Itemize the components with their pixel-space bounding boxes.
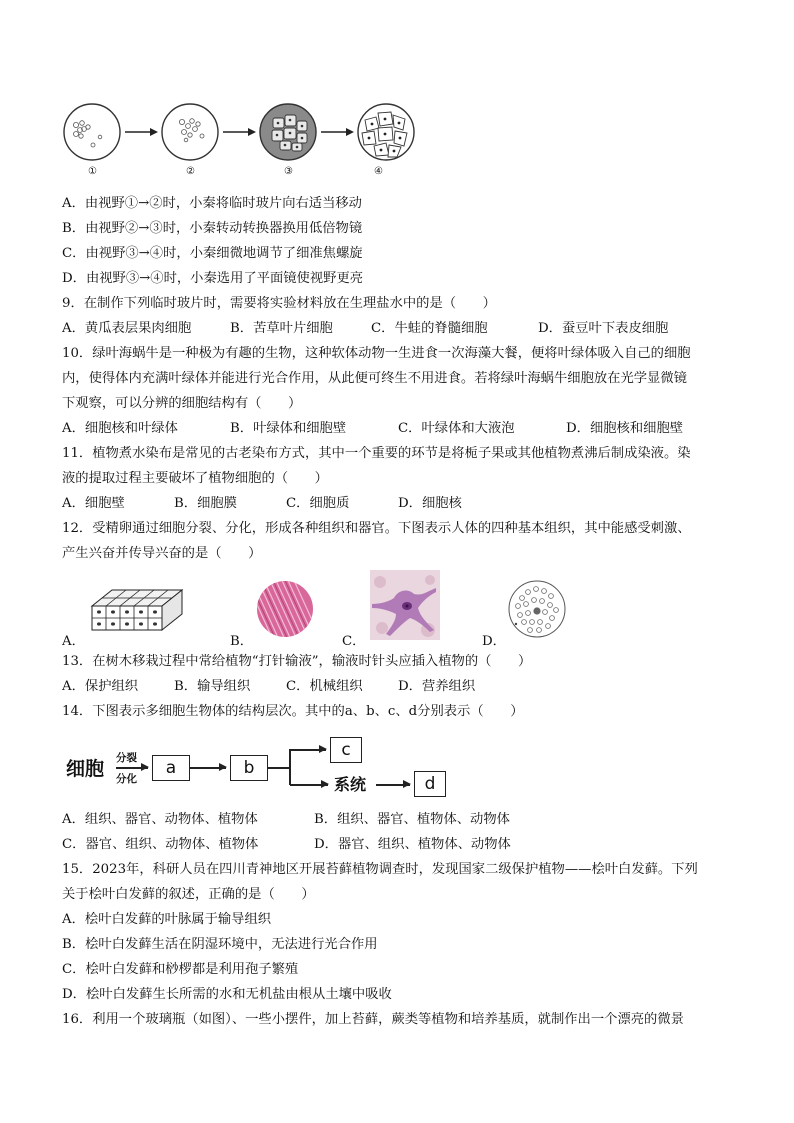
diagram-box-a: a xyxy=(152,755,190,781)
q11-stem-line-2: 液的提取过程主要破坏了植物细胞的（ ） xyxy=(62,471,328,486)
q13-option-a: A．保护组织 xyxy=(62,679,139,694)
q8-option-b: B．由视野②→③时，小秦转动转换器换用低倍物镜 xyxy=(62,221,363,236)
diagram-arrow-a-b xyxy=(190,767,226,769)
field-2 xyxy=(162,104,218,160)
q15-option-d: D．桧叶白发藓生长所需的水和无机盐由根从土壤中吸收 xyxy=(62,987,392,1002)
q9-option-c: C．牛蛙的脊髓细胞 xyxy=(371,321,488,336)
q10-stem-line-3: 下观察，可以分辨的细胞结构有（ ） xyxy=(62,396,302,411)
q12-stem-line-2: 产生兴奋并传导兴奋的是（ ） xyxy=(62,546,262,561)
diagram-system-label: 系统 xyxy=(334,775,367,794)
diagram-arrow-to-c xyxy=(290,749,326,751)
microscope-fields-figure xyxy=(62,100,422,178)
diagram-arrow-system-d xyxy=(376,784,410,786)
q13-option-d: D．营养组织 xyxy=(398,679,476,694)
blood-tissue-image xyxy=(508,580,566,638)
field-3 xyxy=(260,104,316,160)
q9-option-a: A．黄瓜表层果肉细胞 xyxy=(62,321,192,336)
diagram-differentiate-label: 分化 xyxy=(116,773,137,785)
q8-option-a: A．由视野①→②时，小秦将临时玻片向右适当移动 xyxy=(62,196,362,211)
q16-stem: 16．利用一个玻璃瓶（如图）、一些小摆件，加上苔藓，蕨类等植物和培养基质，就制作出一个漂亮的微景 xyxy=(62,1012,684,1027)
q11-option-b: B．细胞膜 xyxy=(174,496,237,511)
q11-option-a: A．细胞壁 xyxy=(62,496,125,511)
epithelial-tissue-image xyxy=(90,584,185,636)
q13-stem: 13．在树木移栽过程中常给植物“打针输液”，输液时针头应插入植物的（ ） xyxy=(62,654,532,669)
q10-stem-line-2: 内，使得体内充满叶绿体并能进行光合作用，从此便可终生不用进食。若将绿叶海蜗牛细胞放在光学显微镜 xyxy=(62,371,687,386)
diagram-arrow-to-system xyxy=(290,784,328,786)
q15-option-a: A．桧叶白发藓的叶脉属于输导组织 xyxy=(62,912,272,927)
q10-option-b: B．叶绿体和细胞壁 xyxy=(230,421,347,436)
arrow-2 xyxy=(223,128,256,136)
field-label-2: ② xyxy=(186,166,195,177)
field-label-3: ③ xyxy=(284,166,293,177)
q8-option-d: D．由视野③→④时，小秦选用了平面镜使视野更亮 xyxy=(62,271,364,286)
q10-stem-line-1: 10．绿叶海蜗牛是一种极为有趣的生物，这种软体动物一生进食一次海藻大餐，便将叶绿体吸入自己的细胞 xyxy=(62,346,691,361)
q14-stem: 14．下图表示多细胞生物体的结构层次。其中的a、b、c、d分别表示（ ） xyxy=(62,704,524,719)
diagram-arrow-cell-a xyxy=(116,767,148,769)
q15-option-c: C．桧叶白发藓和桫椤都是利用孢子繁殖 xyxy=(62,962,299,977)
q14-option-c: C．器官、组织、动物体、植物体 xyxy=(62,837,259,852)
q15-option-b: B．桧叶白发藓生活在阴湿环境中，无法进行光合作用 xyxy=(62,937,378,952)
q11-option-d: D．细胞核 xyxy=(398,496,462,511)
diagram-branch-vertical xyxy=(289,749,291,785)
q15-stem-line-1: 15．2023年，科研人员在四川青神地区开展苔藓植物调查时，发现国家二级保护植物——桧叶白发藓。下列 xyxy=(62,862,698,877)
q12-option-d: D． xyxy=(482,634,506,649)
q11-option-c: C．细胞质 xyxy=(286,496,350,511)
muscle-tissue-image xyxy=(256,580,314,638)
arrow-3 xyxy=(321,128,354,136)
field-label-4: ④ xyxy=(374,166,383,177)
q12-option-a: A． xyxy=(62,634,85,649)
q11-stem-line-1: 11．植物煮水染布是常见的古老染布方式，其中一个重要的环节是将栀子果或其他植物煮沸后制成染液。染 xyxy=(62,446,691,461)
q14-option-a: A．组织、器官、动物体、植物体 xyxy=(62,812,258,827)
q14-option-b: B．组织、器官、植物体、动物体 xyxy=(314,812,510,827)
q10-option-d: D．细胞核和细胞壁 xyxy=(566,421,684,436)
diagram-divide-label: 分裂 xyxy=(116,752,137,764)
diagram-box-c: c xyxy=(330,737,362,763)
q10-option-a: A．细胞核和叶绿体 xyxy=(62,421,178,436)
q14-option-d: D．器官、组织、植物体、动物体 xyxy=(314,837,511,852)
q15-stem-line-2: 关于桧叶白发藓的叙述，正确的是（ ） xyxy=(62,887,315,902)
q10-option-c: C．叶绿体和大液泡 xyxy=(398,421,515,436)
q12-stem-line-1: 12．受精卵通过细胞分裂、分化，形成各种组织和器官。下图表示人体的四种基本组织，其中能感受刺激、 xyxy=(62,521,691,536)
field-1 xyxy=(64,104,120,160)
q9-option-d: D．蚕豆叶下表皮细胞 xyxy=(538,321,669,336)
q9-stem: 9．在制作下列临时玻片时，需要将实验材料放在生理盐水中的是（ ） xyxy=(62,296,496,311)
q13-option-c: C．机械组织 xyxy=(286,679,363,694)
diagram-box-b: b xyxy=(230,755,268,781)
q13-option-b: B．输导组织 xyxy=(174,679,251,694)
diagram-cell-label: 细胞 xyxy=(66,758,105,780)
q9-option-b: B．苦草叶片细胞 xyxy=(230,321,333,336)
field-label-1: ① xyxy=(88,166,97,177)
arrow-1 xyxy=(125,128,158,136)
field-4 xyxy=(358,104,414,160)
nerve-tissue-image xyxy=(370,570,440,640)
q12-option-c: C． xyxy=(342,634,366,649)
q8-option-c: C．由视野③→④时，小秦细微地调节了细准焦螺旋 xyxy=(62,246,363,261)
diagram-branch-line xyxy=(268,767,290,769)
q12-option-b: B． xyxy=(230,634,254,649)
diagram-box-d: d xyxy=(414,771,446,797)
